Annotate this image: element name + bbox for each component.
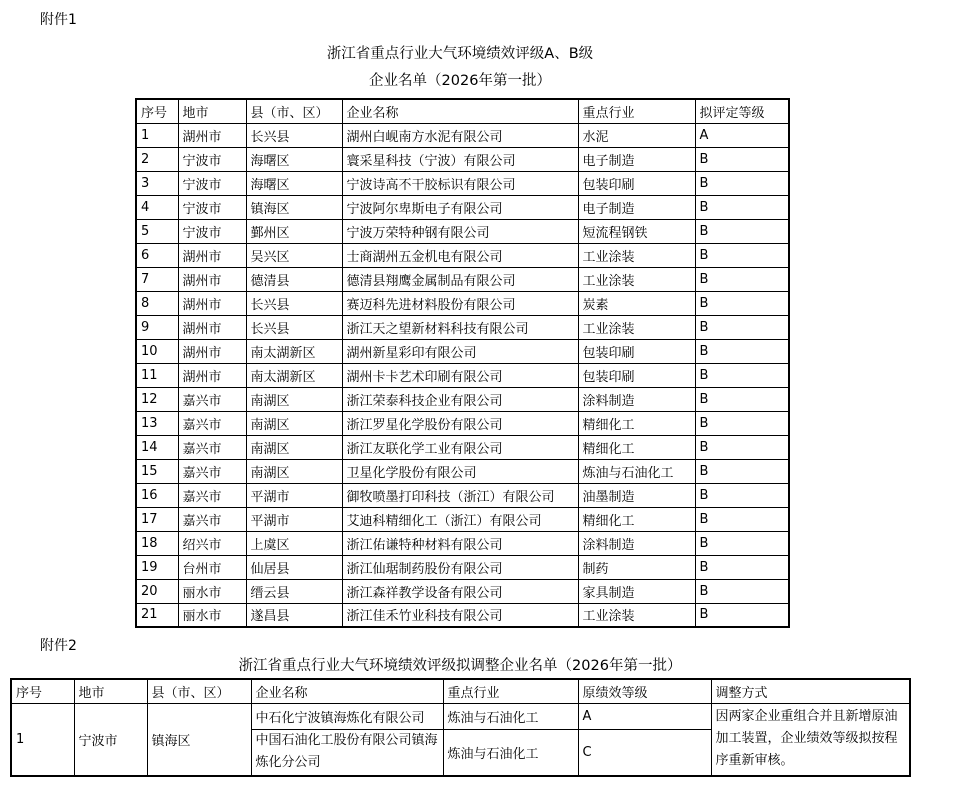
table-row <box>136 123 789 147</box>
table-cell: 台州市 <box>178 555 246 579</box>
table-cell: 长兴县 <box>246 315 342 339</box>
table-cell: B <box>695 459 789 483</box>
table-cell: B <box>695 195 789 219</box>
table-row <box>136 219 789 243</box>
table-cell: 20 <box>136 579 178 603</box>
table-cell: 宁波市 <box>178 171 246 195</box>
table-row <box>136 339 789 363</box>
table1-header-row <box>136 99 789 123</box>
table-row <box>136 603 789 627</box>
cell-company-2: 中国石油化工股份有限公司镇海炼化分公司 <box>251 729 443 776</box>
table2-header-orig-grade: 原绩效等级 <box>578 679 711 703</box>
table-cell: 南湖区 <box>246 387 342 411</box>
table-cell: 18 <box>136 531 178 555</box>
table-cell: 9 <box>136 315 178 339</box>
table-cell: B <box>695 435 789 459</box>
table-cell: 炼油与石油化工 <box>578 459 695 483</box>
table-cell: 17 <box>136 507 178 531</box>
table-cell: 工业涂装 <box>578 315 695 339</box>
table-cell: 3 <box>136 171 178 195</box>
cell-grade-2: C <box>578 729 711 776</box>
table-cell: 镇海区 <box>246 195 342 219</box>
table-cell: 嘉兴市 <box>178 459 246 483</box>
table-cell: 涂料制造 <box>578 387 695 411</box>
table-cell: 宁波万荣特种钢有限公司 <box>342 219 578 243</box>
table-cell: 浙江森祥教学设备有限公司 <box>342 579 578 603</box>
table-row <box>136 507 789 531</box>
table-cell: 精细化工 <box>578 435 695 459</box>
table-cell: 家具制造 <box>578 579 695 603</box>
table-cell: B <box>695 147 789 171</box>
table-cell: 15 <box>136 459 178 483</box>
table-cell: B <box>695 243 789 267</box>
table-cell: 浙江佑谦特种材料有限公司 <box>342 531 578 555</box>
attachment2-title: 浙江省重点行业大气环境绩效评级拟调整企业名单（2026年第一批） <box>238 658 682 674</box>
table-cell: B <box>695 555 789 579</box>
table-cell: 士商湖州五金机电有限公司 <box>342 243 578 267</box>
table-cell: 8 <box>136 291 178 315</box>
table-cell: 湖州市 <box>178 267 246 291</box>
table-cell: 涂料制造 <box>578 531 695 555</box>
table-cell: 长兴县 <box>246 291 342 315</box>
table-cell: 油墨制造 <box>578 483 695 507</box>
table-row <box>136 171 789 195</box>
table-row <box>136 411 789 435</box>
table-row <box>136 387 789 411</box>
table-cell: 浙江友联化学工业有限公司 <box>342 435 578 459</box>
table-row <box>136 363 789 387</box>
table-cell: B <box>695 363 789 387</box>
table-cell: B <box>695 315 789 339</box>
table-cell: 工业涂装 <box>578 267 695 291</box>
table-cell: 包装印刷 <box>578 171 695 195</box>
table2-header-industry: 重点行业 <box>443 679 578 703</box>
table-cell: 11 <box>136 363 178 387</box>
table-row <box>136 291 789 315</box>
table-cell: 宁波市 <box>178 195 246 219</box>
table-row <box>136 555 789 579</box>
table-cell: 精细化工 <box>578 507 695 531</box>
table-cell: 嘉兴市 <box>178 483 246 507</box>
table2-header-company: 企业名称 <box>251 679 443 703</box>
table-cell: 精细化工 <box>578 411 695 435</box>
table-cell: 14 <box>136 435 178 459</box>
table-cell: 1 <box>136 123 178 147</box>
table-cell: 13 <box>136 411 178 435</box>
table2-header-city: 地市 <box>74 679 147 703</box>
table-cell: 10 <box>136 339 178 363</box>
table2-header-adjustment: 调整方式 <box>711 679 910 703</box>
cell-industry-2: 炼油与石油化工 <box>443 729 578 776</box>
table-cell: B <box>695 507 789 531</box>
table-cell: 寰采星科技（宁波）有限公司 <box>342 147 578 171</box>
table-cell: 湖州市 <box>178 243 246 267</box>
attachment1-title-line2: 企业名单（2026年第一批） <box>369 73 551 89</box>
table2-header-no: 序号 <box>11 679 74 703</box>
table-cell: 湖州市 <box>178 123 246 147</box>
table-cell: 水泥 <box>578 123 695 147</box>
table-row <box>136 459 789 483</box>
table-cell: 南太湖新区 <box>246 363 342 387</box>
table2-header-county: 县（市、区） <box>147 679 251 703</box>
table-cell: 海曙区 <box>246 147 342 171</box>
table-cell: 鄞州区 <box>246 219 342 243</box>
table-cell: 长兴县 <box>246 123 342 147</box>
table-row <box>136 531 789 555</box>
table-row <box>136 483 789 507</box>
table2-header-row <box>11 679 910 703</box>
table-cell: 海曙区 <box>246 171 342 195</box>
table1-header-industry: 重点行业 <box>578 99 695 123</box>
table-cell: 平湖市 <box>246 483 342 507</box>
table-cell: 湖州卡卡艺术印刷有限公司 <box>342 363 578 387</box>
table-cell: B <box>695 411 789 435</box>
table-cell: 遂昌县 <box>246 603 342 627</box>
table-cell: 德清县 <box>246 267 342 291</box>
table-cell: 5 <box>136 219 178 243</box>
table-cell: B <box>695 171 789 195</box>
table-cell: 御牧喷墨打印科技（浙江）有限公司 <box>342 483 578 507</box>
table-cell: 南湖区 <box>246 435 342 459</box>
table-cell: 丽水市 <box>178 579 246 603</box>
table1-header-company: 企业名称 <box>342 99 578 123</box>
rating-adjustment-table <box>10 678 911 777</box>
table-cell: 吴兴区 <box>246 243 342 267</box>
table1-body <box>136 123 789 627</box>
table-row <box>136 579 789 603</box>
table-row <box>136 243 789 267</box>
table-row <box>136 435 789 459</box>
table-cell: B <box>695 219 789 243</box>
table-cell: 短流程钢铁 <box>578 219 695 243</box>
table-cell: 绍兴市 <box>178 531 246 555</box>
table-cell: 丽水市 <box>178 603 246 627</box>
attachment2-label: 附件2 <box>40 638 77 654</box>
table1-header-no: 序号 <box>136 99 178 123</box>
table-cell: 浙江罗星化学股份有限公司 <box>342 411 578 435</box>
rating-ab-table <box>135 98 790 628</box>
cell-grade-1: A <box>578 703 711 729</box>
table-cell: 湖州市 <box>178 291 246 315</box>
table-cell: B <box>695 603 789 627</box>
table-row <box>136 267 789 291</box>
table-cell: 缙云县 <box>246 579 342 603</box>
table-cell: B <box>695 483 789 507</box>
table-cell: 仙居县 <box>246 555 342 579</box>
table-cell: 4 <box>136 195 178 219</box>
table-cell: 湖州市 <box>178 339 246 363</box>
table-cell: 16 <box>136 483 178 507</box>
table-cell: 湖州白岘南方水泥有限公司 <box>342 123 578 147</box>
table-cell: 2 <box>136 147 178 171</box>
table1-header-county: 县（市、区） <box>246 99 342 123</box>
table-cell: 浙江佳禾竹业科技有限公司 <box>342 603 578 627</box>
table-cell: 宁波市 <box>178 147 246 171</box>
attachment1-label: 附件1 <box>40 12 77 28</box>
table-cell: 12 <box>136 387 178 411</box>
cell-company-1: 中石化宁波镇海炼化有限公司 <box>251 703 443 729</box>
table-cell: 平湖市 <box>246 507 342 531</box>
table-cell: 嘉兴市 <box>178 435 246 459</box>
table-cell: 嘉兴市 <box>178 411 246 435</box>
cell-city: 宁波市 <box>74 703 147 776</box>
table-row <box>136 195 789 219</box>
table-cell: 工业涂装 <box>578 243 695 267</box>
table2-row-entry1 <box>11 703 910 729</box>
table-cell: 赛迈科先进材料股份有限公司 <box>342 291 578 315</box>
table-cell: B <box>695 579 789 603</box>
cell-industry-1: 炼油与石油化工 <box>443 703 578 729</box>
table-cell: 21 <box>136 603 178 627</box>
table-cell: 卫星化学股份有限公司 <box>342 459 578 483</box>
table-cell: 湖州市 <box>178 315 246 339</box>
table-cell: B <box>695 387 789 411</box>
table-cell: 宁波阿尔卑斯电子有限公司 <box>342 195 578 219</box>
table-cell: B <box>695 291 789 315</box>
table-cell: 电子制造 <box>578 147 695 171</box>
table-cell: 7 <box>136 267 178 291</box>
table-cell: 艾迪科精细化工（浙江）有限公司 <box>342 507 578 531</box>
table-cell: A <box>695 123 789 147</box>
table-cell: 包装印刷 <box>578 363 695 387</box>
table-cell: 19 <box>136 555 178 579</box>
table-cell: 南湖区 <box>246 411 342 435</box>
table-cell: 德清县翔鹰金属制品有限公司 <box>342 267 578 291</box>
table-cell: 浙江仙琚制药股份有限公司 <box>342 555 578 579</box>
table-cell: 制药 <box>578 555 695 579</box>
cell-no: 1 <box>11 703 74 776</box>
table-cell: B <box>695 267 789 291</box>
table-row <box>136 147 789 171</box>
table-cell: 包装印刷 <box>578 339 695 363</box>
table-cell: 湖州新星彩印有限公司 <box>342 339 578 363</box>
table-cell: 电子制造 <box>578 195 695 219</box>
table-cell: 宁波诗高不干胶标识有限公司 <box>342 171 578 195</box>
table1-header-city: 地市 <box>178 99 246 123</box>
table-cell: B <box>695 339 789 363</box>
table-cell: 上虞区 <box>246 531 342 555</box>
table-cell: 炭素 <box>578 291 695 315</box>
attachment1-title-line1: 浙江省重点行业大气环境绩效评级A、B级 <box>326 46 594 62</box>
table-cell: B <box>695 531 789 555</box>
table-cell: 宁波市 <box>178 219 246 243</box>
table1-header-grade: 拟评定等级 <box>695 99 789 123</box>
table-cell: 嘉兴市 <box>178 507 246 531</box>
table-cell: 工业涂装 <box>578 603 695 627</box>
table-row <box>136 315 789 339</box>
table-cell: 6 <box>136 243 178 267</box>
table-cell: 南太湖新区 <box>246 339 342 363</box>
table-cell: 嘉兴市 <box>178 387 246 411</box>
cell-county: 镇海区 <box>147 703 251 776</box>
table-cell: 南湖区 <box>246 459 342 483</box>
table-cell: 浙江天之望新材料科技有限公司 <box>342 315 578 339</box>
table-cell: 浙江荣泰科技企业有限公司 <box>342 387 578 411</box>
table-cell: 湖州市 <box>178 363 246 387</box>
cell-adjustment: 因两家企业重组合并且新增原油加工装置，企业绩效等级拟按程序重新审核。 <box>711 703 910 776</box>
